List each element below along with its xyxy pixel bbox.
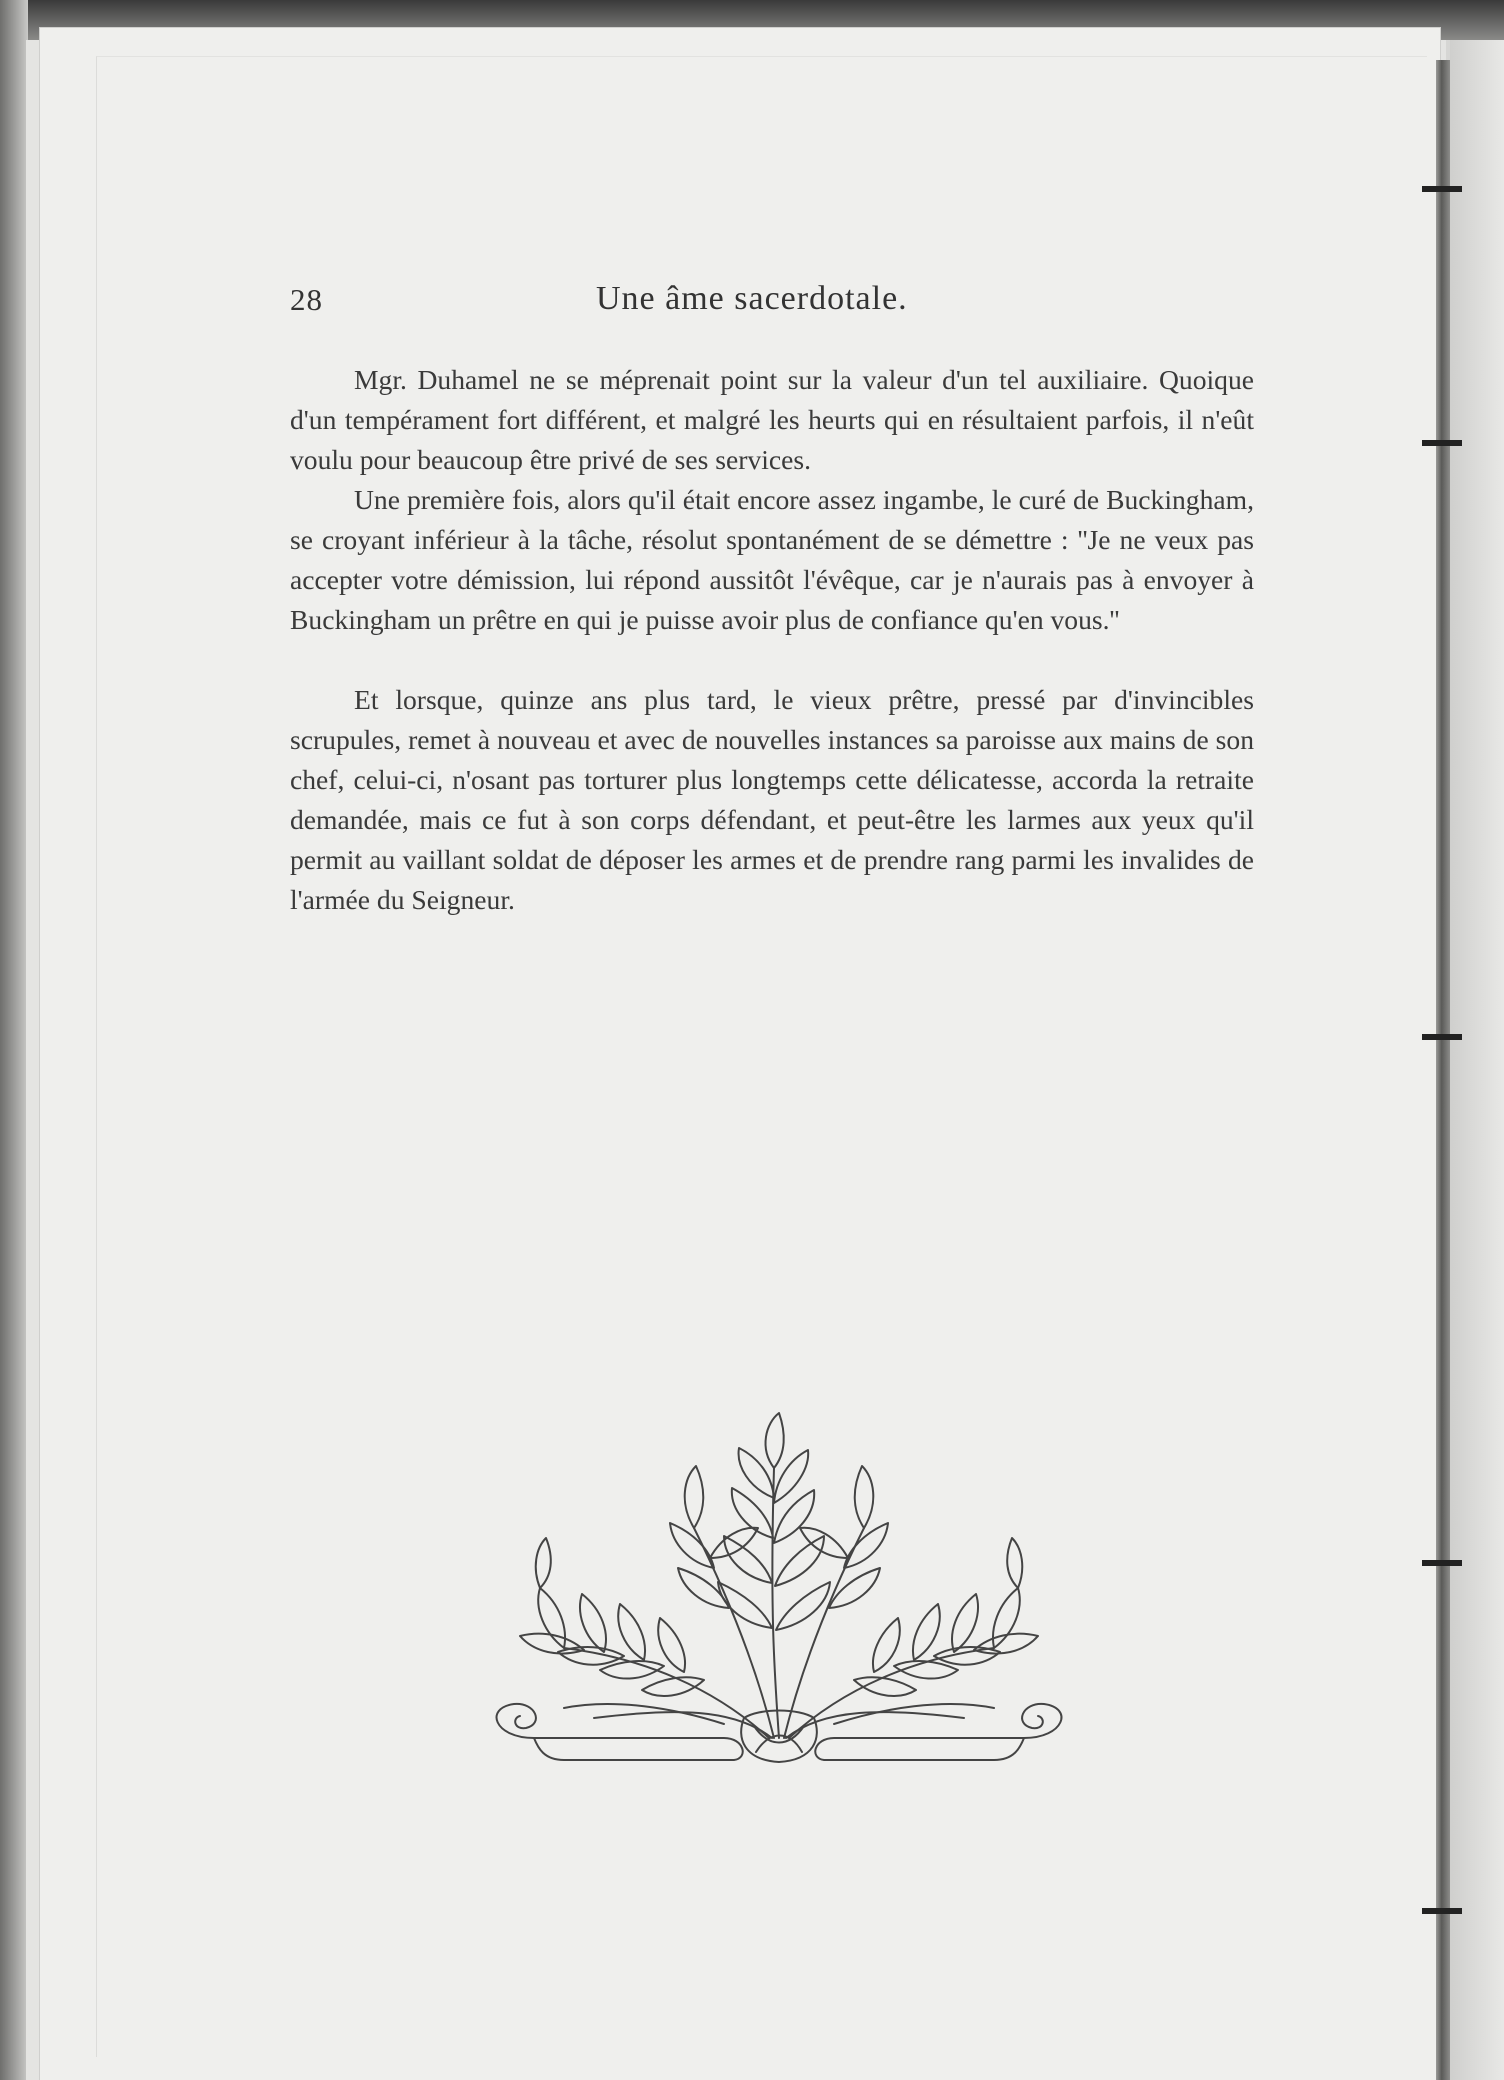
binding-staple [1422, 1560, 1462, 1566]
scan-frame-left [0, 0, 28, 2080]
running-title: Une âme sacerdotale. [596, 280, 908, 317]
binding-staple [1422, 1908, 1462, 1914]
running-header [290, 282, 1260, 330]
binding-shadow [1450, 40, 1504, 2080]
page-number: 28 [290, 282, 323, 317]
binding-staple [1422, 186, 1462, 192]
binding-staple [1422, 1034, 1462, 1040]
paragraph: Mgr. Duhamel ne se méprenait point sur la valeur d'un tel auxiliaire. Quoique d'un tempérament fort différent, et malgré les heurts qui en résultaient parfois, il n'eût voulu pour beaucoup être privé de ses services. [290, 364, 1254, 475]
paragraph: Une première fois, alors qu'il était encore assez ingambe, le curé de Buckingham, se croyant inférieur à la tâche, résolut spontanément de se démettre : ''Je ne veux pas accepter votre démission, lui répond aussitôt l'évêque, car je n'aurais pas à envoyer à Buckingham un prêtre en qui je puisse avoir plus de confiance qu'en vous.'' [290, 484, 1254, 635]
laurel-wreath-icon [474, 1408, 1084, 1788]
body-text [290, 360, 1254, 920]
binding-strip [1436, 60, 1450, 2080]
binding-staple [1422, 440, 1462, 446]
paragraph: Et lorsque, quinze ans plus tard, le vieux prêtre, pressé par d'invincibles scrupules, remet à nouveau et avec de nouvelles instances sa paroisse aux mains de son chef, celui-ci, n'osant pas torturer plus longtemps cette délicatesse, accorda la retraite demandée, mais ce fut à son corps défendant, et peut-être les larmes aux yeux qu'il permit au vaillant soldat de déposer les armes et de prendre rang parmi les invalides de l'armée du Seigneur. [290, 684, 1254, 915]
